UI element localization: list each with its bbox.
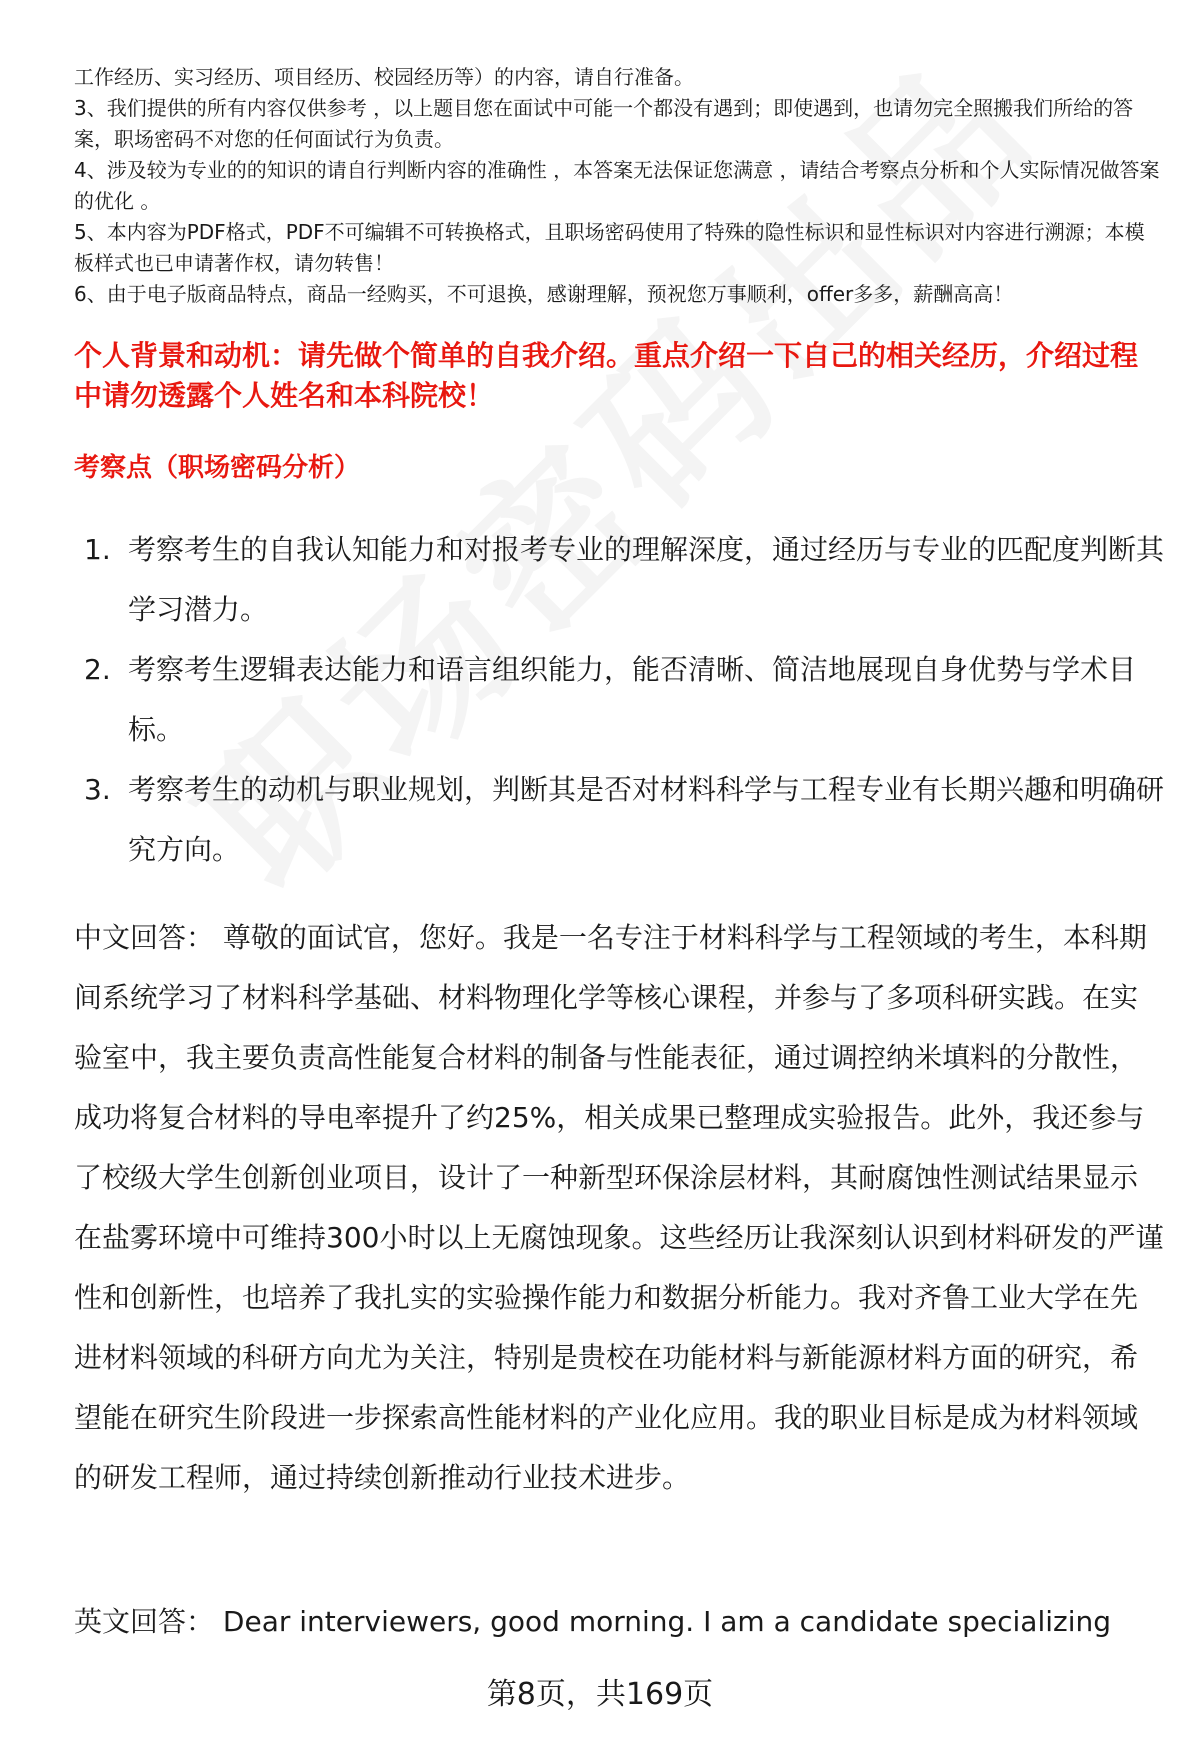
- notes-list: [74, 62, 1164, 310]
- page-footer: 第8页，共169页: [486, 1677, 714, 1712]
- exam-point-number: 2.: [84, 653, 111, 686]
- exam-point-text: 考察考生的动机与职业规划，判断其是否对材料科学与工程专业有长期兴趣和明确研究方向。: [128, 773, 1165, 866]
- note-item: 3、我们提供的所有内容仅供参考 ，以上题目您在面试中可能一个都没有遇到；即使遇到，也请勿完全照搬我们所给的答案，职场密码不对您的任何面试行为负责。: [74, 96, 1134, 151]
- exam-point-number: 1.: [84, 533, 111, 566]
- exam-point-item: [74, 640, 1164, 760]
- note-item: 工作经历、实习经历、项目经历、校园经历等）的内容，请自行准备。: [74, 65, 694, 89]
- note-item: 5、本内容为PDF格式，PDF不可编辑不可转换格式，且职场密码使用了特殊的隐性标识和显性标识对内容进行溯源；本模板样式也已申请著作权，请勿转售！: [74, 220, 1145, 275]
- exam-point-text: 考察考生逻辑表达能力和语言组织能力，能否清晰、简洁地展现自身优势与学术目标。: [128, 653, 1137, 746]
- exam-point-item: [74, 520, 1164, 640]
- note-item: 6、由于电子版商品特点，商品一经购买，不可退换，感谢理解，预祝您万事顺利，offer多多，薪酬高高！: [74, 282, 1014, 306]
- interview-question: 个人背景和动机：请先做个简单的自我介绍。重点介绍一下自己的相关经历，介绍过程中请勿透露个人姓名和本科院校！: [74, 339, 1139, 412]
- english-answer: 英文回答： Dear interviewers, good morning. I am a candidate specializing: [74, 1605, 1111, 1638]
- exam-points-list: [74, 520, 1164, 880]
- exam-point-text: 考察考生的自我认知能力和对报考专业的理解深度，通过经历与专业的匹配度判断其学习潜力。: [128, 533, 1165, 626]
- chinese-answer: 中文回答： 尊敬的面试官，您好。我是一名专注于材料科学与工程领域的考生，本科期间系统学习了材料科学基础、材料物理化学等核心课程，并参与了多项科研实践。在实验室中，我主要负责高性能复合材料的制备与性能表征，通过调控纳米填料的分散性，成功将复合材料的导电率提升了约25%，相关成果已整理成实验报告。此外，我还参与了校级大学生创新创业项目，设计了一种新型环保涂层材料，其耐腐蚀性测试结果显示在盐雾环境中可维持300小时以上无腐蚀现象。这些经历让我深刻认识到材料研发的严谨性和创新性，也培养了我扎实的实验操作能力和数据分析能力。我对齐鲁工业大学在先进材料领域的科研方向尤为关注，特别是贵校在功能材料与新能源材料方面的研究，希望能在研究生阶段进一步探索高性能材料的产业化应用。我的职业目标是成为材料领域的研发工程师，通过持续创新推动行业技术进步。: [74, 921, 1164, 1494]
- exam-point-number: 3.: [84, 773, 111, 806]
- exam-points-title: 考察点（职场密码分析）: [74, 453, 361, 483]
- exam-point-item: [74, 760, 1164, 880]
- note-item: 4、涉及较为专业的的知识的请自行判断内容的准确性 ，本答案无法保证您满意 ，请结合考察点分析和个人实际情况做答案的优化 。: [74, 158, 1160, 213]
